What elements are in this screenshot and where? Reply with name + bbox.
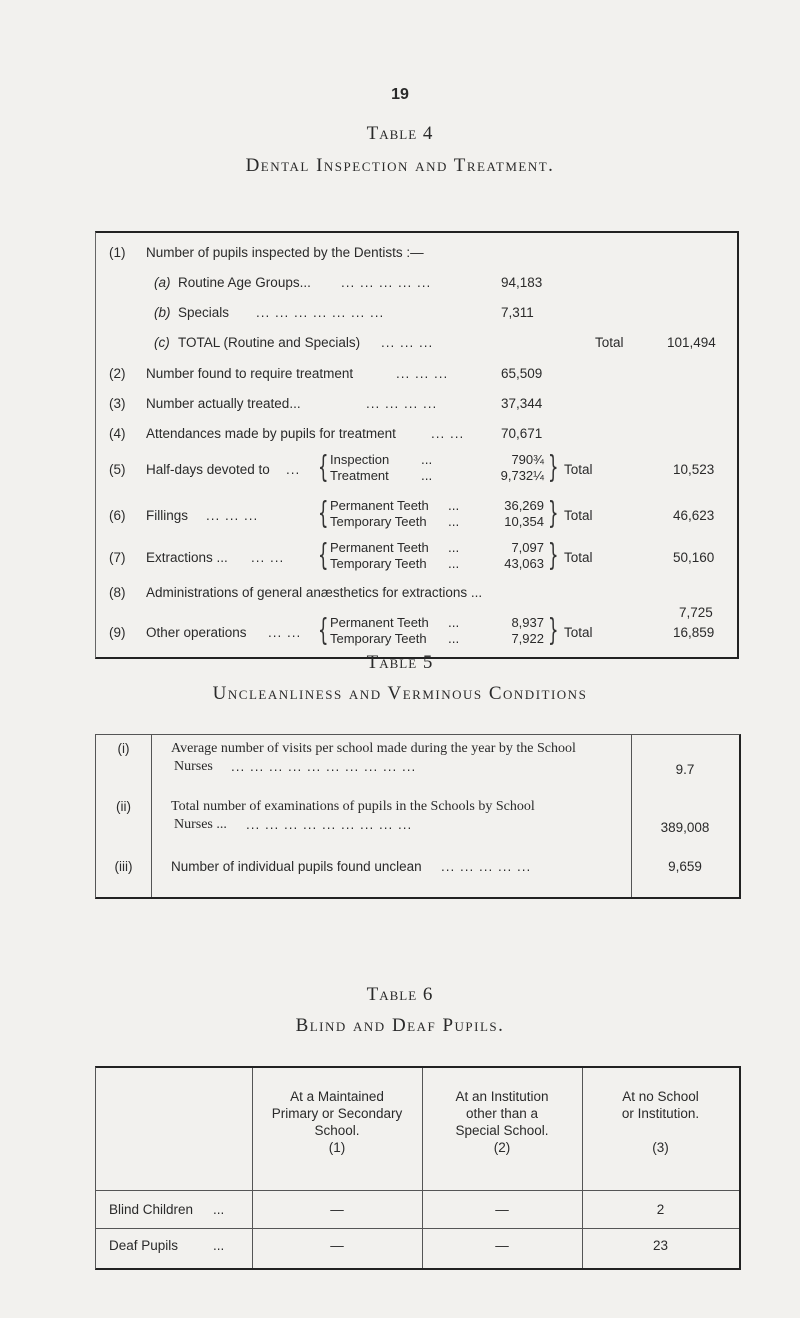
sub-value: 8,937: [511, 615, 544, 630]
leader-dots: ...: [213, 1238, 225, 1253]
sub-value: 7,922: [511, 631, 544, 646]
column-header-2: At an Institution other than a Special School. (2): [455, 1089, 549, 1155]
leader-dots: ... ... ...: [381, 335, 434, 350]
total-label: Total: [564, 462, 593, 477]
row-text: Average number of visits per school made during the year by the School: [171, 741, 576, 756]
row-label: Attendances made by pupils for treatment: [146, 426, 396, 441]
leader-dots: ... ... ...: [396, 366, 449, 381]
row-num: (b): [154, 305, 171, 320]
leader-dots: ...: [421, 452, 433, 467]
leader-dots: ... ...: [251, 550, 285, 565]
total-label: Total: [564, 550, 593, 565]
row-label: Number actually treated...: [146, 396, 301, 411]
total-value: 101,494: [667, 335, 716, 350]
column-header-3: At no School or Institution. (3): [621, 1089, 700, 1155]
row-num: (c): [154, 335, 170, 350]
leader-dots: ...: [213, 1202, 225, 1217]
leader-dots: ... ... ... ... ... ... ...: [256, 305, 385, 320]
leader-dots: ...: [448, 514, 460, 529]
leader-dots: ...: [448, 540, 460, 555]
row-num: (6): [109, 508, 126, 523]
sub-value: 9,732¼: [500, 468, 544, 483]
table5-label: Table 5: [366, 652, 434, 673]
column-divider: [151, 735, 152, 897]
cell-value: 23: [652, 1238, 669, 1253]
row-label: Fillings: [146, 508, 189, 523]
leader-dots: ... ...: [431, 426, 465, 441]
sub-label: Temporary Teeth: [330, 514, 427, 529]
column-header-1: At a Maintained Primary or Secondary School. (1): [271, 1089, 403, 1155]
row-label: Extractions ...: [146, 550, 228, 565]
row-value: 37,344: [501, 396, 543, 411]
table4: [95, 231, 739, 659]
sub-label: Permanent Teeth: [330, 615, 429, 630]
row-num: (8): [109, 585, 126, 600]
total-value: 16,859: [673, 625, 715, 640]
table6: [95, 1066, 741, 1270]
row-value: 389,008: [660, 820, 710, 835]
sub-value: 7,097: [511, 540, 544, 555]
sub-value: 36,269: [504, 498, 544, 513]
row-num: (ii): [116, 799, 131, 814]
leader-dots: ... ... ... ... ... ... ... ... ... ...: [231, 759, 417, 774]
sub-value: 790¾: [511, 452, 544, 467]
leader-dots: ... ... ... ...: [366, 396, 438, 411]
sub-label: Temporary Teeth: [330, 556, 427, 571]
row-text: Nurses: [174, 759, 213, 774]
row-label: Number of pupils inspected by the Dentists :—: [146, 245, 424, 260]
row-num: (a): [154, 275, 171, 290]
table5-title: Uncleanliness and Verminous Conditions: [212, 683, 588, 704]
leader-dots: ... ... ... ... ... ... ... ... ...: [246, 817, 413, 832]
row-value: 9,659: [668, 859, 702, 874]
brace-open: {: [318, 450, 329, 485]
row-num: (1): [109, 245, 126, 260]
leader-dots: ... ... ... ... ...: [441, 859, 532, 874]
row-label: Half-days devoted to: [146, 462, 270, 477]
cell-value: —: [495, 1202, 509, 1217]
table4-title: Dental Inspection and Treatment.: [245, 155, 555, 176]
sub-value: 10,354: [504, 514, 544, 529]
row-label: Administrations of general anæsthetics for extractions ...: [146, 585, 483, 600]
sub-label: Permanent Teeth: [330, 540, 429, 555]
total-value: 46,623: [673, 508, 715, 523]
row-label: Routine Age Groups...: [178, 275, 311, 290]
leader-dots: ... ... ...: [206, 508, 259, 523]
row-num: (5): [109, 462, 126, 477]
leader-dots: ... ... ... ... ...: [341, 275, 432, 290]
row-num: (9): [109, 625, 126, 640]
leader-dots: ...: [421, 468, 433, 483]
row-text: Nurses ...: [174, 817, 227, 832]
brace-open: {: [318, 613, 329, 648]
row-value: 70,671: [501, 426, 543, 441]
row-text: Number of individual pupils found unclean: [171, 859, 422, 874]
row-label: Other operations: [146, 625, 247, 640]
brace-close: }: [548, 538, 559, 573]
row-num: (7): [109, 550, 126, 565]
table6-label: Table 6: [366, 984, 434, 1005]
total-label: Total: [564, 508, 593, 523]
cell-value: —: [330, 1202, 344, 1217]
row-value: 9.7: [675, 762, 695, 777]
row-label: Number found to require treatment: [146, 366, 354, 381]
row-label: Specials: [178, 305, 230, 320]
row-num: (i): [117, 741, 130, 756]
row-label: Deaf Pupils: [109, 1238, 179, 1253]
page-number: 19: [391, 86, 409, 103]
row-label: TOTAL (Routine and Specials): [178, 335, 361, 350]
brace-close: }: [548, 450, 559, 485]
leader-dots: ...: [286, 462, 301, 477]
row-text: Total number of examinations of pupils in the Schools by School: [171, 799, 535, 814]
sub-value: 43,063: [504, 556, 544, 571]
leader-dots: ...: [448, 631, 460, 646]
brace-open: {: [318, 538, 329, 573]
table6-title: Blind and Deaf Pupils.: [295, 1015, 505, 1036]
row-value: 7,311: [501, 305, 534, 320]
total-label: Total: [595, 335, 624, 350]
row-num: (2): [109, 366, 126, 381]
sub-label: Inspection: [330, 452, 390, 467]
cell-value: 2: [656, 1202, 665, 1217]
leader-dots: ...: [448, 498, 460, 513]
sub-label: Temporary Teeth: [330, 631, 427, 646]
total-value: 10,523: [673, 462, 715, 477]
brace-close: }: [548, 613, 559, 648]
row-value: 65,509: [501, 366, 543, 381]
total-label: Total: [564, 625, 593, 640]
brace-open: {: [318, 496, 329, 531]
sub-label: Permanent Teeth: [330, 498, 429, 513]
sub-label: Treatment: [330, 468, 389, 483]
cell-value: —: [495, 1238, 509, 1253]
row-divider: [96, 1228, 739, 1229]
table4-label: Table 4: [366, 123, 434, 144]
total-value: 50,160: [673, 550, 715, 565]
leader-dots: ...: [448, 615, 460, 630]
row-value: 94,183: [501, 275, 543, 290]
brace-close: }: [548, 496, 559, 531]
table5: [95, 734, 741, 899]
row-num: (3): [109, 396, 126, 411]
row-divider: [96, 1190, 739, 1191]
row-value: 7,725: [679, 605, 713, 620]
row-num: (iii): [114, 859, 133, 874]
cell-value: —: [330, 1238, 344, 1253]
row-num: (4): [109, 426, 126, 441]
leader-dots: ... ...: [268, 625, 302, 640]
leader-dots: ...: [448, 556, 460, 571]
row-label: Blind Children: [109, 1202, 194, 1217]
